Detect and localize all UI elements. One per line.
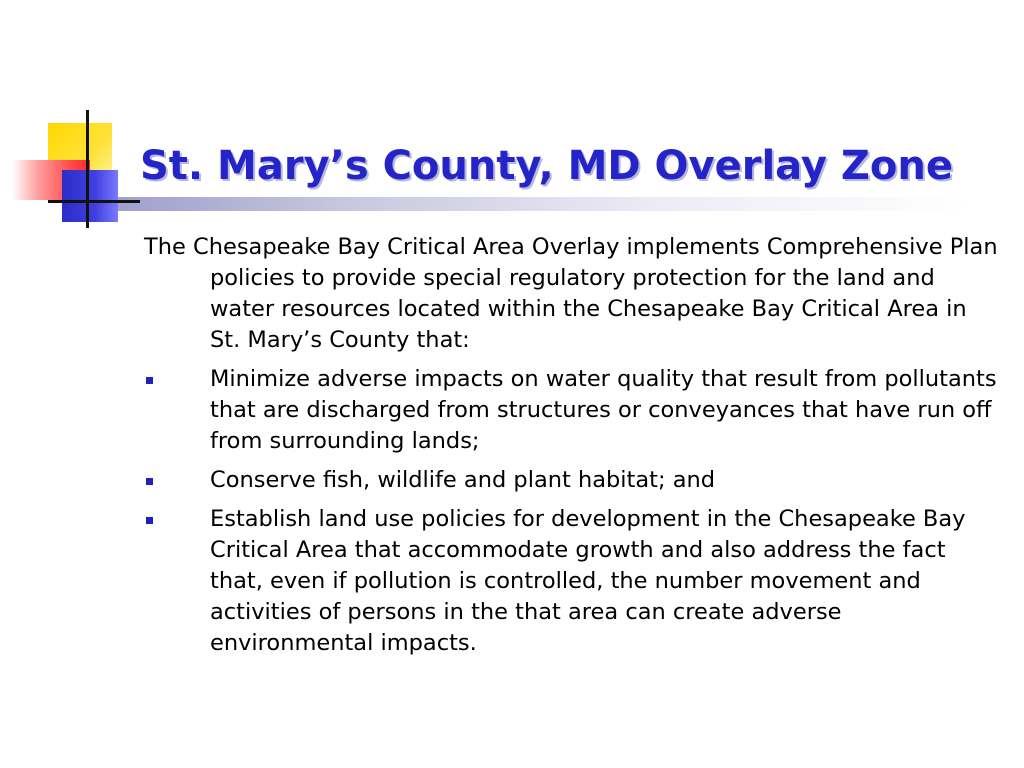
title-underline-rule	[88, 197, 968, 211]
bullet-text: Establish land use policies for development in the Chesapeake Bay Critical Area that accommodate growth and also address the fact that, even if pollution is controlled, the number movement and activities of persons in the that area can create adverse environmental impacts.	[210, 506, 966, 656]
list-item	[144, 364, 1000, 457]
bullet-text: Conserve fish, wildlife and plant habitat; and	[210, 467, 716, 493]
logo-vertical-line	[86, 110, 89, 228]
square-bullet-icon	[146, 377, 153, 384]
intro-paragraph: The Chesapeake Bay Critical Area Overlay implements Comprehensive Plan policies to provide special regulatory protection for the land and water resources located within the Chesapeake Bay Critical Area in St. Mary’s County that:	[144, 234, 998, 353]
square-bullet-icon	[146, 517, 153, 524]
list-item	[144, 465, 1000, 496]
slide-title: St. Mary’s County, MD Overlay Zone	[140, 143, 954, 189]
logo-blue-square	[62, 170, 118, 222]
bullet-text: Minimize adverse impacts on water quality that result from pollutants that are discharged from structures or conveyances that have run off from surrounding lands;	[210, 366, 997, 454]
logo-horizontal-line	[48, 200, 140, 203]
bullet-list	[144, 364, 1000, 659]
slide-body	[144, 232, 1000, 667]
list-item	[144, 504, 1000, 659]
square-bullet-icon	[146, 478, 153, 485]
